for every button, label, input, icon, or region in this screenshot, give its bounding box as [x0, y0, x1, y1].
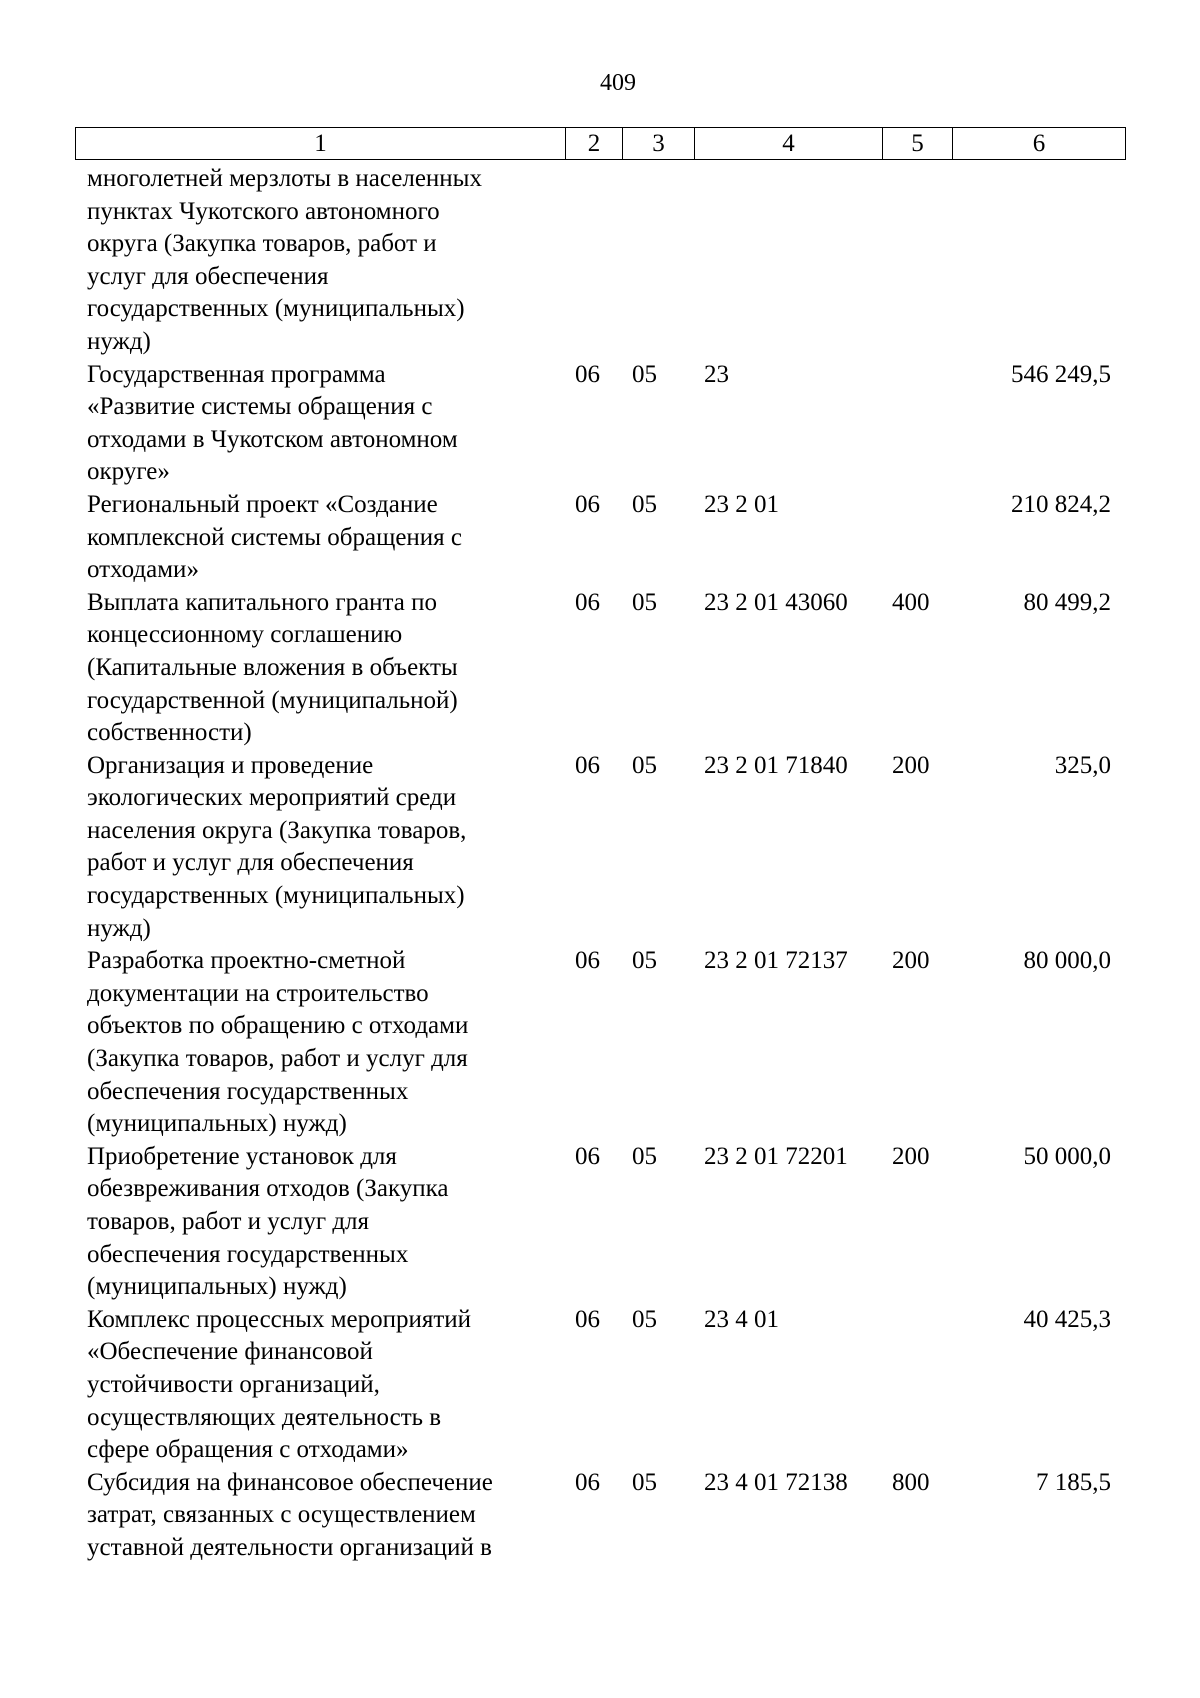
row-target-article: 23 2 01 72137: [704, 947, 848, 975]
table-header: [75, 127, 1126, 160]
row-name-line: устойчивости организаций,: [87, 1370, 380, 1398]
row-expense-type: 400: [892, 588, 930, 616]
row-name-line: Приобретение установок для: [87, 1142, 397, 1170]
row-name-line: «Развитие системы обращения с: [87, 393, 433, 421]
row-name-line: (муниципальных) нужд): [87, 1273, 347, 1301]
row-target-article: 23 2 01 43060: [704, 588, 848, 616]
row-amount: 80 000,0: [1023, 947, 1111, 975]
row-target-article: 23: [704, 360, 729, 388]
row-subsection: 05: [632, 588, 657, 616]
row-amount: 80 499,2: [1023, 588, 1111, 616]
row-amount: 50 000,0: [1023, 1142, 1111, 1170]
row-name-line: Выплата капитального гранта по: [87, 588, 438, 616]
page-number: 409: [600, 70, 636, 96]
row-subsection: 05: [632, 947, 657, 975]
row-name-line: «Обеспечение финансовой: [87, 1338, 373, 1366]
row-name-line: (Капитальные вложения в объекты: [87, 653, 458, 681]
row-section: 06: [575, 751, 600, 779]
row-name-line: (муниципальных) нужд): [87, 1110, 347, 1138]
table-body: [0, 163, 1200, 1565]
header-col-1: 1: [76, 128, 566, 160]
row-name-line: Государственная программа: [87, 360, 386, 388]
table-row: [0, 1141, 1200, 1304]
row-name: [87, 359, 557, 489]
row-expense-type: 800: [892, 1468, 930, 1496]
table-row: [0, 163, 1200, 359]
row-expense-type: 200: [892, 1142, 930, 1170]
header-col-3: 3: [623, 128, 695, 160]
header-col-6: 6: [953, 128, 1126, 160]
row-name-line: населения округа (Закупка товаров,: [87, 816, 467, 844]
row-name-line: концессионному соглашению: [87, 621, 403, 649]
row-subsection: 05: [632, 490, 657, 518]
row-name-line: многолетней мерзлоты в населенных: [87, 165, 482, 192]
row-section: 06: [575, 588, 600, 616]
row-subsection: 05: [632, 1468, 657, 1496]
row-amount: 40 425,3: [1023, 1305, 1111, 1333]
row-section: 06: [575, 360, 600, 388]
row-name-line: отходами»: [87, 556, 199, 584]
row-name-line: Разработка проектно-сметной: [87, 947, 406, 975]
row-name-line: товаров, работ и услуг для: [87, 1208, 370, 1235]
row-name-line: Региональный проект «Создание: [87, 490, 438, 518]
row-name-line: отходами в Чукотском автономном: [87, 425, 458, 453]
row-name-line: собственности): [87, 719, 252, 747]
row-name-line: Комплекс процессных мероприятий: [87, 1305, 472, 1333]
row-name: [87, 1141, 557, 1304]
row-name-line: объектов по обращению с отходами: [87, 1012, 469, 1040]
row-name-line: пунктах Чукотского автономного: [87, 197, 440, 225]
row-name-line: государственной (муниципальной): [87, 686, 458, 714]
row-name-line: осуществляющих деятельность в: [87, 1403, 442, 1431]
row-name: [87, 587, 557, 750]
row-section: 06: [575, 490, 600, 518]
row-amount: 325,0: [1054, 751, 1111, 779]
row-subsection: 05: [632, 360, 657, 388]
row-name-line: округа (Закупка товаров, работ и: [87, 230, 437, 258]
row-name-line: Субсидия на финансовое обеспечение: [87, 1468, 493, 1496]
row-expense-type: 200: [892, 751, 930, 779]
row-name-line: (Закупка товаров, работ и услуг для: [87, 1045, 468, 1073]
row-name-line: услуг для обеспечения: [87, 262, 329, 290]
row-target-article: 23 2 01: [704, 490, 779, 518]
row-amount: 546 249,5: [1011, 360, 1111, 388]
row-name-line: нужд): [87, 914, 151, 942]
header-col-4: 4: [695, 128, 883, 160]
row-subsection: 05: [632, 1305, 657, 1333]
header-col-5: 5: [883, 128, 953, 160]
row-subsection: 05: [632, 1142, 657, 1170]
row-target-article: 23 2 01 71840: [704, 751, 848, 779]
row-target-article: 23 2 01 72201: [704, 1142, 848, 1170]
row-name: [87, 945, 557, 1141]
table-row: [0, 945, 1200, 1141]
row-name-line: обеспечения государственных: [87, 1240, 409, 1268]
row-name-line: государственных (муниципальных): [87, 882, 465, 910]
table-row: [0, 587, 1200, 750]
row-name-line: сфере обращения с отходами»: [87, 1436, 409, 1464]
row-name-line: затрат, связанных с осуществлением: [87, 1501, 476, 1529]
row-target-article: 23 4 01: [704, 1305, 779, 1333]
row-name: [87, 750, 557, 946]
row-amount: 7 185,5: [1036, 1468, 1111, 1496]
row-name-line: работ и услуг для обеспечения: [87, 849, 414, 877]
table-row: [0, 359, 1200, 489]
row-subsection: 05: [632, 751, 657, 779]
row-name-line: обеспечения государственных: [87, 1077, 409, 1105]
row-section: 06: [575, 947, 600, 975]
row-expense-type: 200: [892, 947, 930, 975]
row-name-line: государственных (муниципальных): [87, 295, 465, 323]
table-row: [0, 489, 1200, 587]
row-name-line: Организация и проведение: [87, 751, 374, 779]
row-section: 06: [575, 1305, 600, 1333]
header-col-2: 2: [566, 128, 623, 160]
row-name-line: нужд): [87, 327, 151, 355]
row-name: [87, 163, 557, 359]
row-name-line: документации на строительство: [87, 979, 429, 1007]
row-name-line: округе»: [87, 458, 170, 486]
row-name: [87, 1304, 557, 1467]
row-name-line: уставной деятельности организаций в: [87, 1533, 492, 1561]
row-target-article: 23 4 01 72138: [704, 1468, 848, 1496]
row-name-line: комплексной системы обращения с: [87, 523, 463, 551]
row-name: [87, 1467, 557, 1565]
row-name: [87, 489, 557, 587]
row-name-line: обезвреживания отходов (Закупка: [87, 1175, 449, 1203]
row-section: 06: [575, 1468, 600, 1496]
table-row: [0, 750, 1200, 946]
row-section: 06: [575, 1142, 600, 1170]
table-row: [0, 1467, 1200, 1565]
row-amount: 210 824,2: [1011, 490, 1111, 518]
row-name-line: экологических мероприятий среди: [87, 784, 457, 812]
table-row: [0, 1304, 1200, 1467]
